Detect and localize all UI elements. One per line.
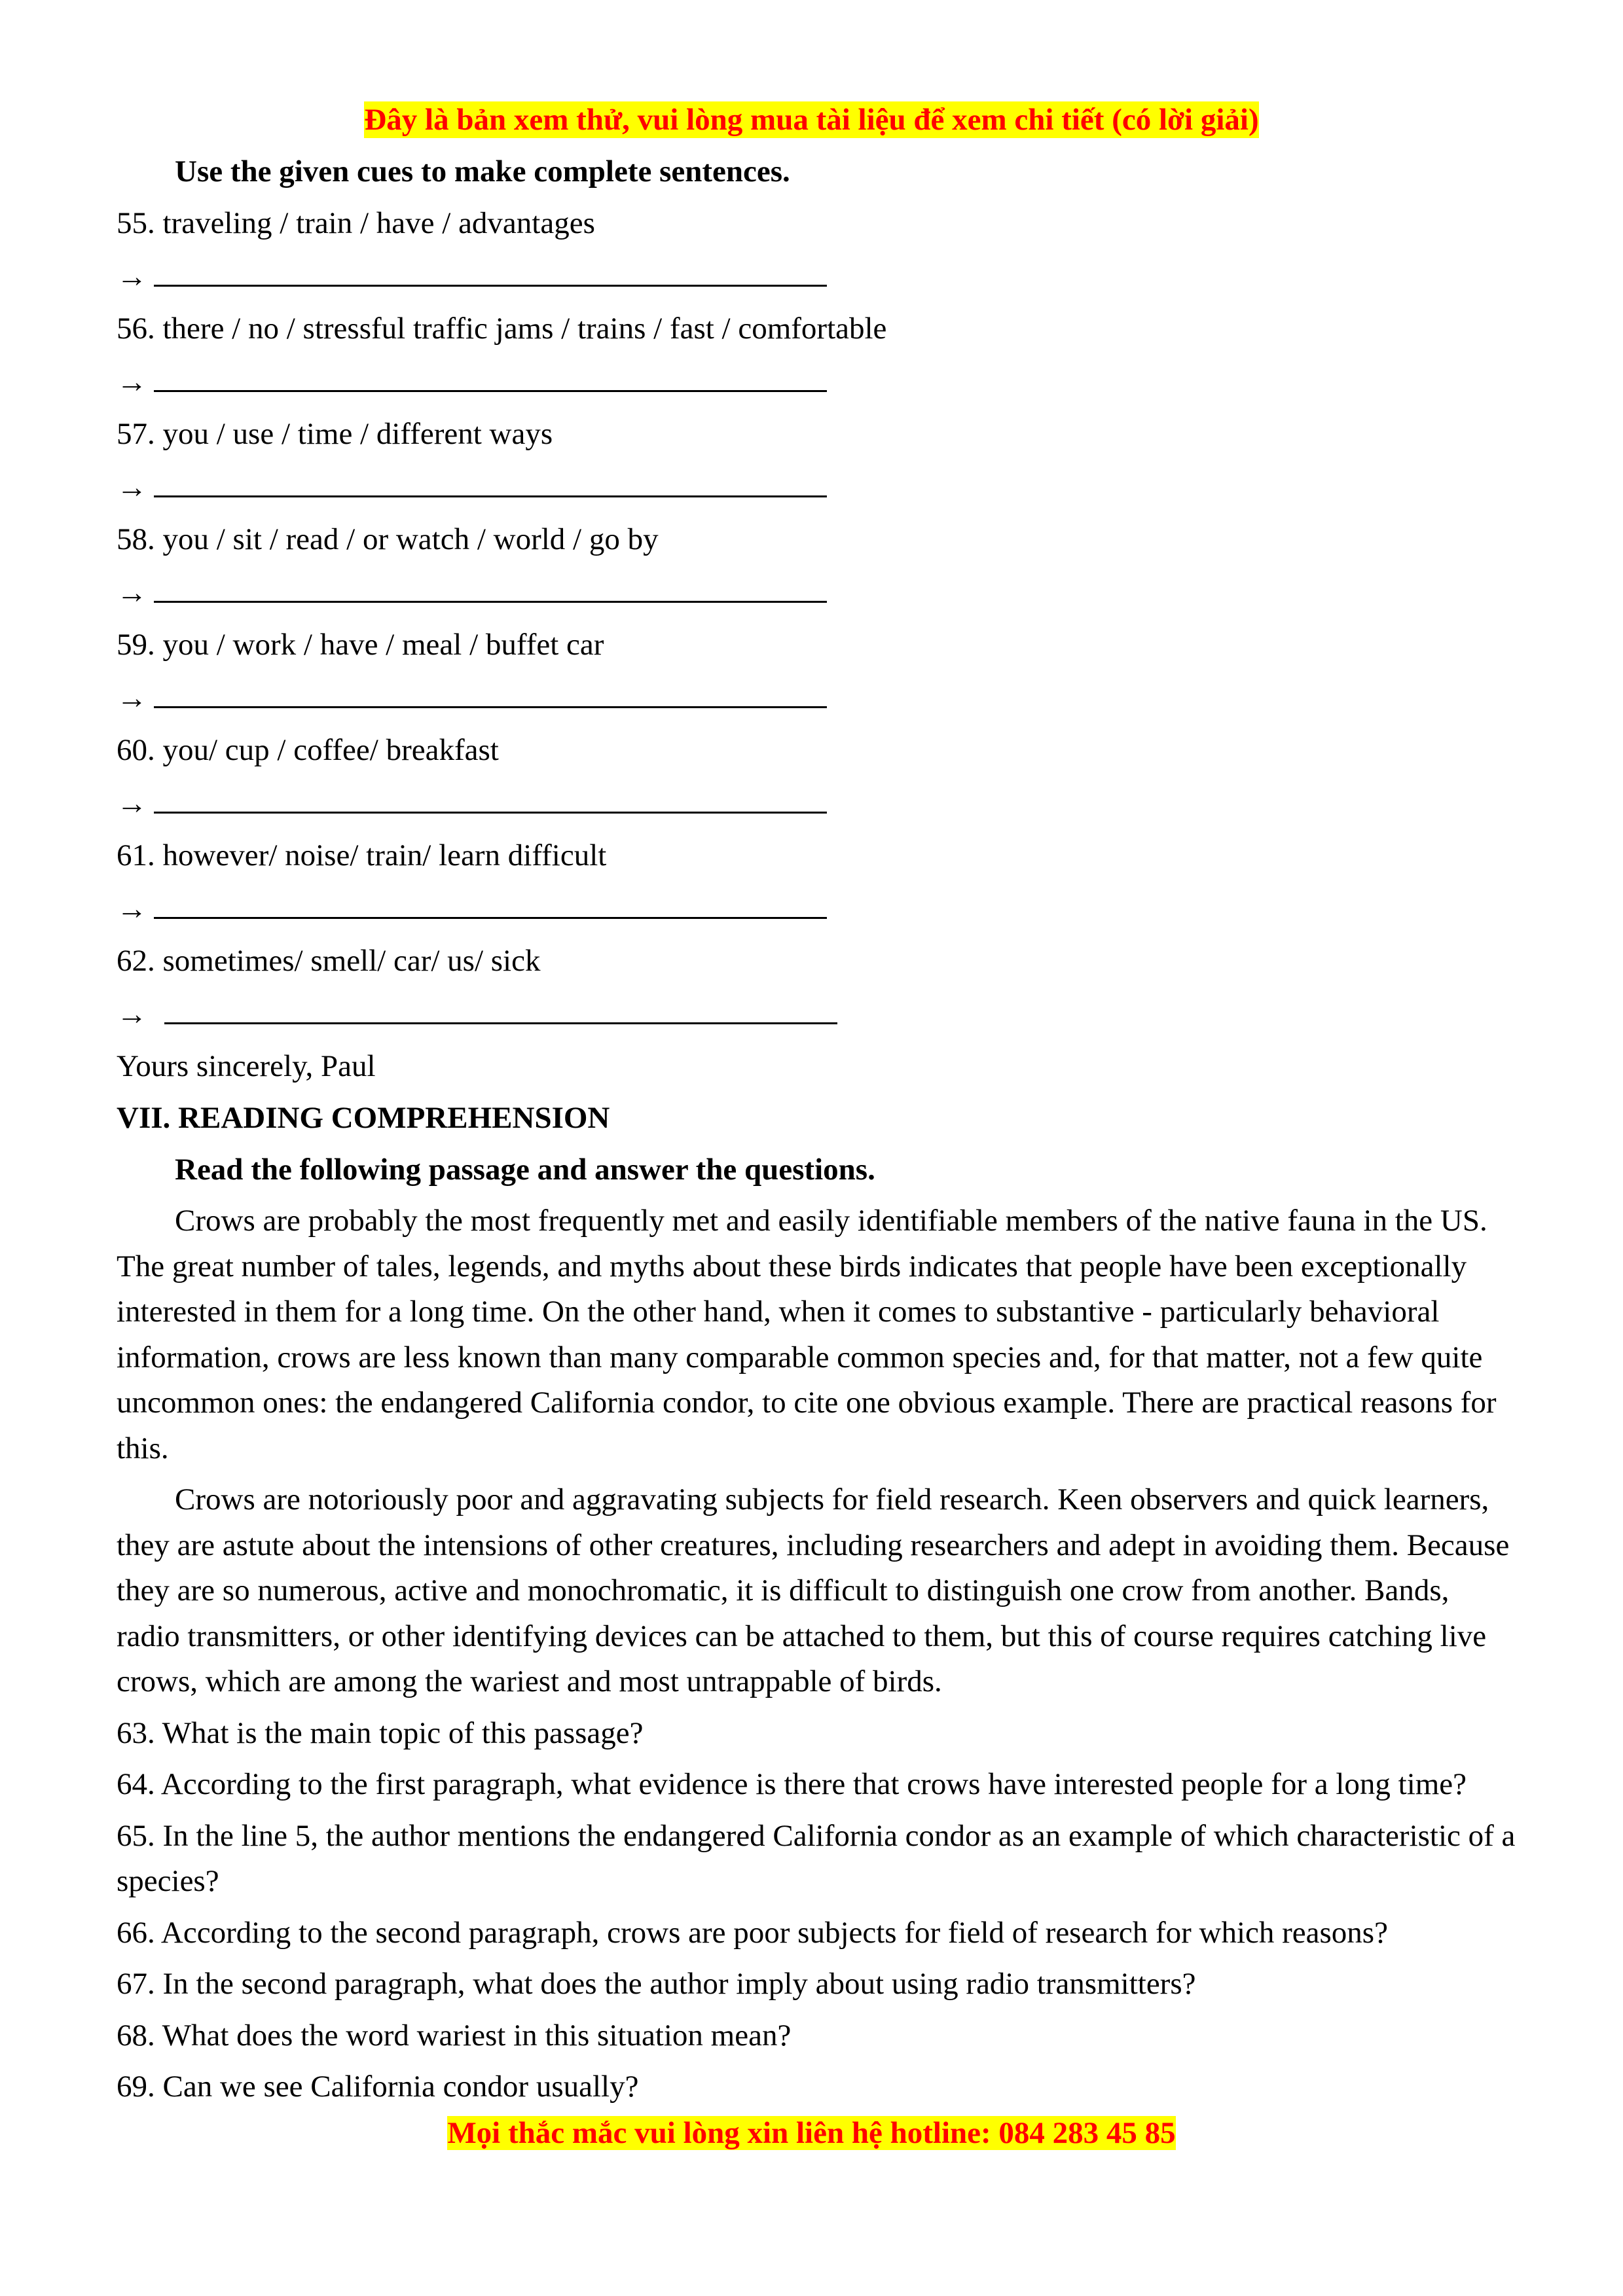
answer-line-56[interactable] <box>117 357 1506 405</box>
answer-blank[interactable] <box>154 463 827 497</box>
answer-line-57[interactable] <box>117 463 1506 511</box>
passage-paragraph-1: Crows are probably the most frequently met and easily identifiable members of the native fauna in the US. The great number of tales, legends, and myths about these birds indicates that people have been exceptionally interested in them for a long time. On the other hand, when it comes to substantive - particularly behavioral information, crows are less known than many comparable common species and, for that matter, not a few quite uncommon ones: the endangered California condor, to cite one obvious example. There are practical reasons for this. <box>117 1204 1497 1465</box>
arrow-icon: → <box>117 681 147 715</box>
answer-line-58[interactable] <box>117 568 1506 616</box>
hotline-banner <box>117 2110 1506 2156</box>
passage-paragraph-2: Crows are notoriously poor and aggravating subjects for field research. Keen observers and quick learners, they are astute about the intensions of other creatures, including researchers and adept in avoiding them. Because they are so numerous, active and monochromatic, it is difficult to distinguish one crow from another. Bands, radio transmitters, or other identifying devices can be attached to them, but this of course requires catching live crows, which are among the wariest and most untrappable of birds. <box>117 1482 1510 1698</box>
cue-60: 60. you/ cup / coffee/ breakfast <box>117 733 499 767</box>
question-63: 63. What is the main topic of this passage? <box>117 1715 644 1750</box>
arrow-icon: → <box>117 892 147 926</box>
answer-blank[interactable] <box>154 252 827 287</box>
section7-instruction: Read the following passage and answer the questions. <box>175 1153 875 1187</box>
cue-61: 61. however/ noise/ train/ learn difficult <box>117 838 607 872</box>
preview-banner-text: Đây là bản xem thử, vui lòng mua tài liệu để xem chi tiết (có lời giải) <box>364 103 1259 137</box>
answer-blank[interactable] <box>154 884 827 919</box>
cue-57: 57. you / use / time / different ways <box>117 417 553 451</box>
question-65: 65. In the line 5, the author mentions the endangered California condor as an example of which characteristic of a species? <box>117 1818 1516 1898</box>
question-64: 64. According to the first paragraph, what evidence is there that crows have interested people for a long time? <box>117 1767 1467 1801</box>
arrow-icon: → <box>117 365 147 399</box>
arrow-icon: → <box>117 997 147 1031</box>
answer-blank[interactable] <box>154 568 827 603</box>
hotline-banner-text: Mọi thắc mắc vui lòng xin liên hệ hotline: 084 283 45 85 <box>447 2115 1176 2150</box>
answer-blank[interactable] <box>154 779 827 814</box>
preview-banner <box>117 97 1506 143</box>
cue-58: 58. you / sit / read / or watch / world / go by <box>117 522 659 556</box>
question-66: 66. According to the second paragraph, crows are poor subjects for field of research for which reasons? <box>117 1915 1388 1950</box>
answer-blank[interactable] <box>164 990 837 1024</box>
cue-55: 55. traveling / train / have / advantages <box>117 206 595 240</box>
answer-line-59[interactable] <box>117 673 1506 721</box>
answer-line-61[interactable] <box>117 884 1506 932</box>
question-list <box>117 1711 1516 2110</box>
answer-line-60[interactable] <box>117 779 1506 827</box>
answer-blank[interactable] <box>154 357 827 392</box>
question-67: 67. In the second paragraph, what does the author imply about using radio transmitters? <box>117 1967 1196 2001</box>
cue-59: 59. you / work / have / meal / buffet car <box>117 628 604 662</box>
answer-blank[interactable] <box>154 673 827 708</box>
section7-heading: VII. READING COMPREHENSION <box>117 1101 610 1135</box>
arrow-icon: → <box>117 260 147 294</box>
exercise-list <box>117 200 1506 1037</box>
letter-closing: Yours sincerely, Paul <box>117 1049 376 1083</box>
answer-line-55[interactable] <box>117 252 1506 300</box>
arrow-icon: → <box>117 787 147 821</box>
arrow-icon: → <box>117 576 147 610</box>
question-69: 69. Can we see California condor usually? <box>117 2070 639 2104</box>
cue-62: 62. sometimes/ smell/ car/ us/ sick <box>117 944 541 978</box>
cue-56: 56. there / no / stressful traffic jams / trains / fast / comfortable <box>117 312 887 346</box>
arrow-icon: → <box>117 471 147 505</box>
answer-line-62[interactable] <box>117 990 1506 1037</box>
section6-instruction: Use the given cues to make complete sentences. <box>175 154 790 188</box>
question-68: 68. What does the word wariest in this situation mean? <box>117 2018 792 2053</box>
